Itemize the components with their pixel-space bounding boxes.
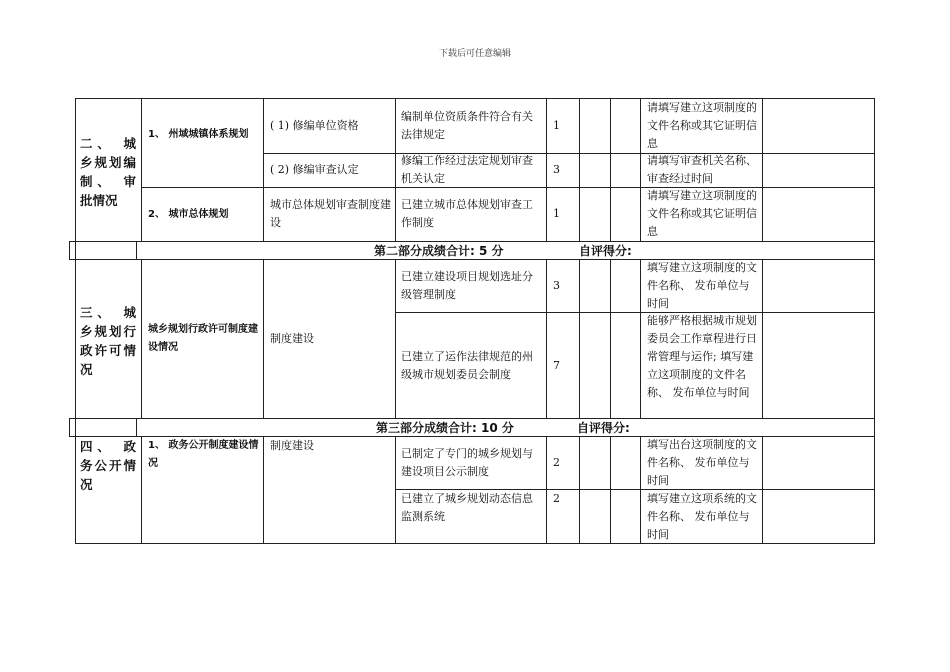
score-cell: 2: [553, 456, 560, 469]
section-title: [80, 303, 136, 379]
sub-item: ( 1) 修编单位资格: [270, 119, 359, 132]
note-cell: 请填写审查机关名称、 审查经过时间: [647, 154, 757, 185]
item-label: 1、 州域城镇体系规划: [148, 129, 249, 140]
score-cell: 1: [553, 207, 560, 220]
section-total: 第三部分成绩合计: 10 分: [376, 421, 514, 435]
section-title: [80, 134, 136, 210]
standard-cell: 已建立了运作法律规范的州级城市规划委员会制度: [401, 350, 533, 381]
section-title: [80, 437, 136, 494]
sub-item: ( 2) 修编审查认定: [270, 163, 359, 176]
note-cell: 请填写建立这项制度的文件名称或其它证明信息: [647, 101, 757, 150]
section-title-line: 务公开情: [80, 458, 136, 473]
section-title-line: 制、 审: [80, 174, 136, 189]
score-cell: 7: [553, 359, 560, 372]
self-score-label: 自评得分:: [579, 244, 632, 258]
section-title-line: 乡规划编: [80, 155, 136, 170]
item-label: 城乡规划行政许可制度建设情况: [148, 324, 258, 353]
standard-cell: 编制单位资质条件符合有关法律规定: [401, 110, 533, 141]
section-title-line: 四、 政: [80, 439, 136, 454]
item-label: 1、 政务公开制度建设情况: [148, 440, 259, 469]
score-cell: 3: [553, 279, 560, 292]
page-header: 下载后可任意编辑: [438, 49, 511, 59]
sub-item: 制度建设: [270, 332, 314, 345]
section-title-line: 二、 城: [80, 136, 136, 151]
note-cell: 能够严格根据城市规划委员会工作章程进行日常管理与运作; 填写建立这项制度的文件名称、 发布单位与时间: [647, 314, 757, 399]
section-title-line: 三、 城: [80, 305, 136, 320]
standard-cell: 已建立城市总体规划审查工作制度: [401, 198, 533, 229]
note-cell: 请填写建立这项制度的文件名称或其它证明信息: [647, 189, 757, 238]
standard-cell: 已制定了专门的城乡规划与建设项目公示制度: [401, 447, 533, 478]
score-cell: 3: [553, 163, 560, 176]
item-label: 2、 城市总体规划: [148, 209, 229, 220]
section-title-line: 况: [80, 477, 93, 492]
section-title-line: 批情况: [80, 193, 118, 208]
sub-item: 制度建设: [270, 439, 314, 452]
standard-cell: 已建立了城乡规划动态信息监测系统: [401, 492, 533, 523]
standard-cell: 修编工作经过法定规划审查机关认定: [401, 154, 533, 185]
section-title-line: 乡规划行: [80, 324, 136, 339]
score-cell: 2: [553, 492, 560, 505]
self-score-label: 自评得分:: [577, 421, 630, 435]
standard-cell: 已建立建设项目规划选址分级管理制度: [401, 270, 533, 301]
score-cell: 1: [553, 119, 560, 132]
sub-item: 城市总体规划审查制度建设: [270, 198, 391, 229]
section-total: 第二部分成绩合计: 5 分: [374, 244, 504, 258]
note-cell: 填写建立这项系统的文件名称、 发布单位与时间: [647, 492, 757, 541]
note-cell: 填写出台这项制度的文件名称、 发布单位与时间: [647, 438, 757, 487]
section-title-line: 政许可情: [80, 343, 136, 358]
note-cell: 填写建立这项制度的文件名称、 发布单位与时间: [647, 261, 757, 310]
section-title-line: 况: [80, 362, 93, 377]
